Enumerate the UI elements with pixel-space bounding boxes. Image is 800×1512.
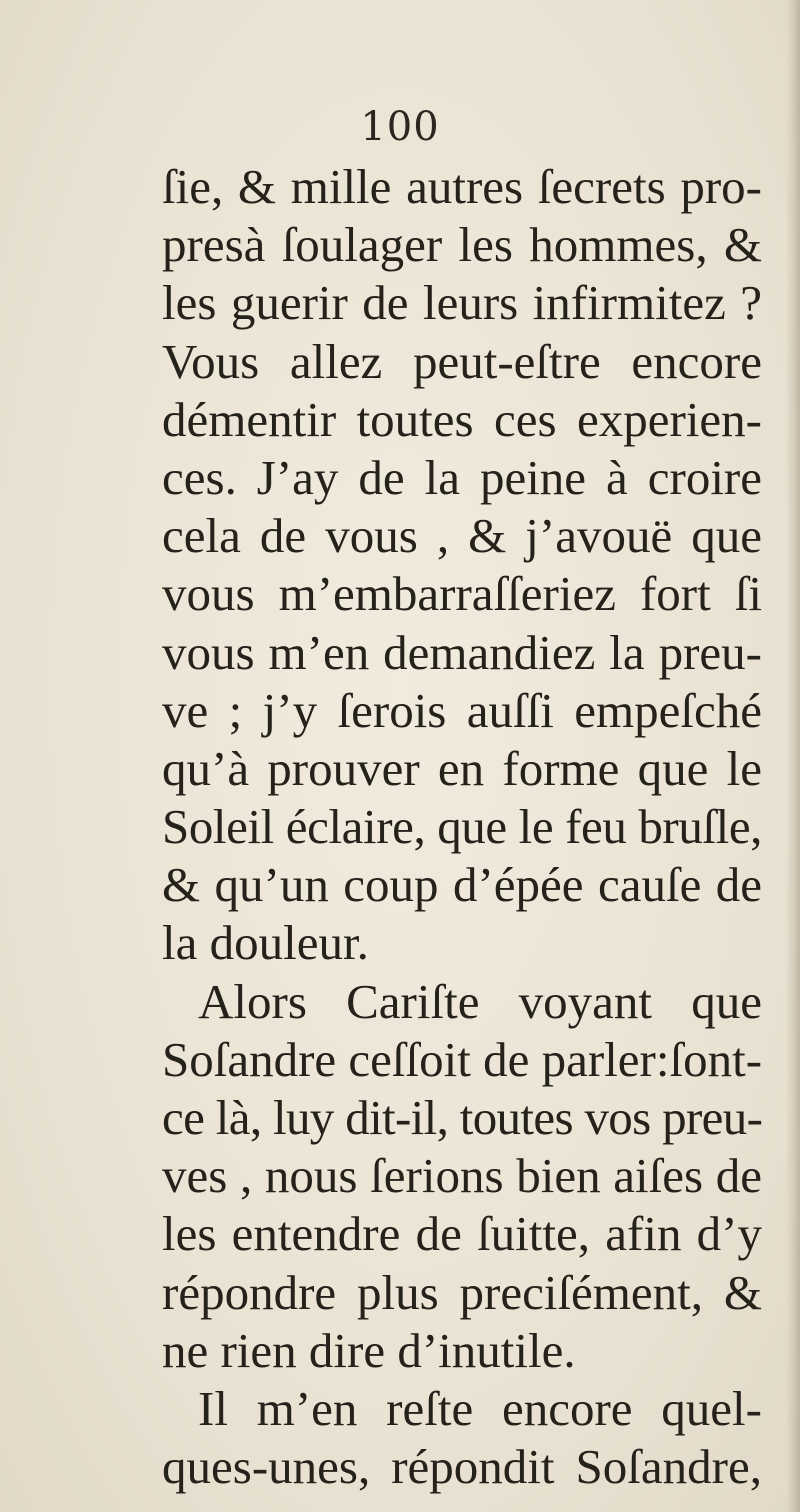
text-line: ne rien dire d’inutile.	[162, 1322, 576, 1378]
text-line: vous m’en demandiez la preu-	[162, 624, 762, 680]
text-line: démentir toutes ces experien-	[162, 391, 762, 447]
text-line: ve ; j’y ſerois auſſi empeſché	[162, 682, 762, 738]
text-line: presà ſoulager les hommes, &	[162, 217, 762, 273]
text-line: les guerir de leurs infirmitez ?	[162, 275, 762, 331]
text-line: ſie, & mille autres ſecrets pro-	[162, 159, 762, 214]
text-line: qu’à prouver en forme que le	[162, 740, 762, 796]
page-number: 100	[360, 104, 440, 150]
page-edge-shadow	[786, 0, 800, 1512]
text-line: cela de vous , & j’avouë que	[162, 508, 762, 564]
text-line: ces. J’ay de la peine à croire	[162, 449, 762, 505]
text-line: Soleil éclaire, que le feu bruſle,	[162, 799, 762, 855]
text-line: & qu’un coup d’épée cauſe de	[162, 857, 762, 913]
text-line: ce là, luy dit-il, toutes vos preu-	[162, 1090, 763, 1145]
text-line: Alors Cariſte voyant que	[198, 973, 762, 1029]
text-line: Soſandre ceſſoit de parler:ſont-	[162, 1031, 763, 1087]
text-line: Vous allez peut-eſtre encore	[162, 333, 762, 389]
text-line: répondre plus preciſément, &	[162, 1264, 762, 1320]
text-line: Il m’en reſte encore quel-	[198, 1380, 762, 1436]
text-line: les entendre de ſuitte, afin d’y	[162, 1206, 762, 1262]
text-line: ves , nous ſerions bien aiſes de	[162, 1148, 762, 1204]
text-line: la douleur.	[162, 915, 369, 971]
text-line: vous m’embarraſſeriez fort ſi	[162, 566, 762, 622]
text-line: ques-unes, répondit Soſandre,	[162, 1439, 762, 1495]
body-text	[162, 158, 762, 1496]
